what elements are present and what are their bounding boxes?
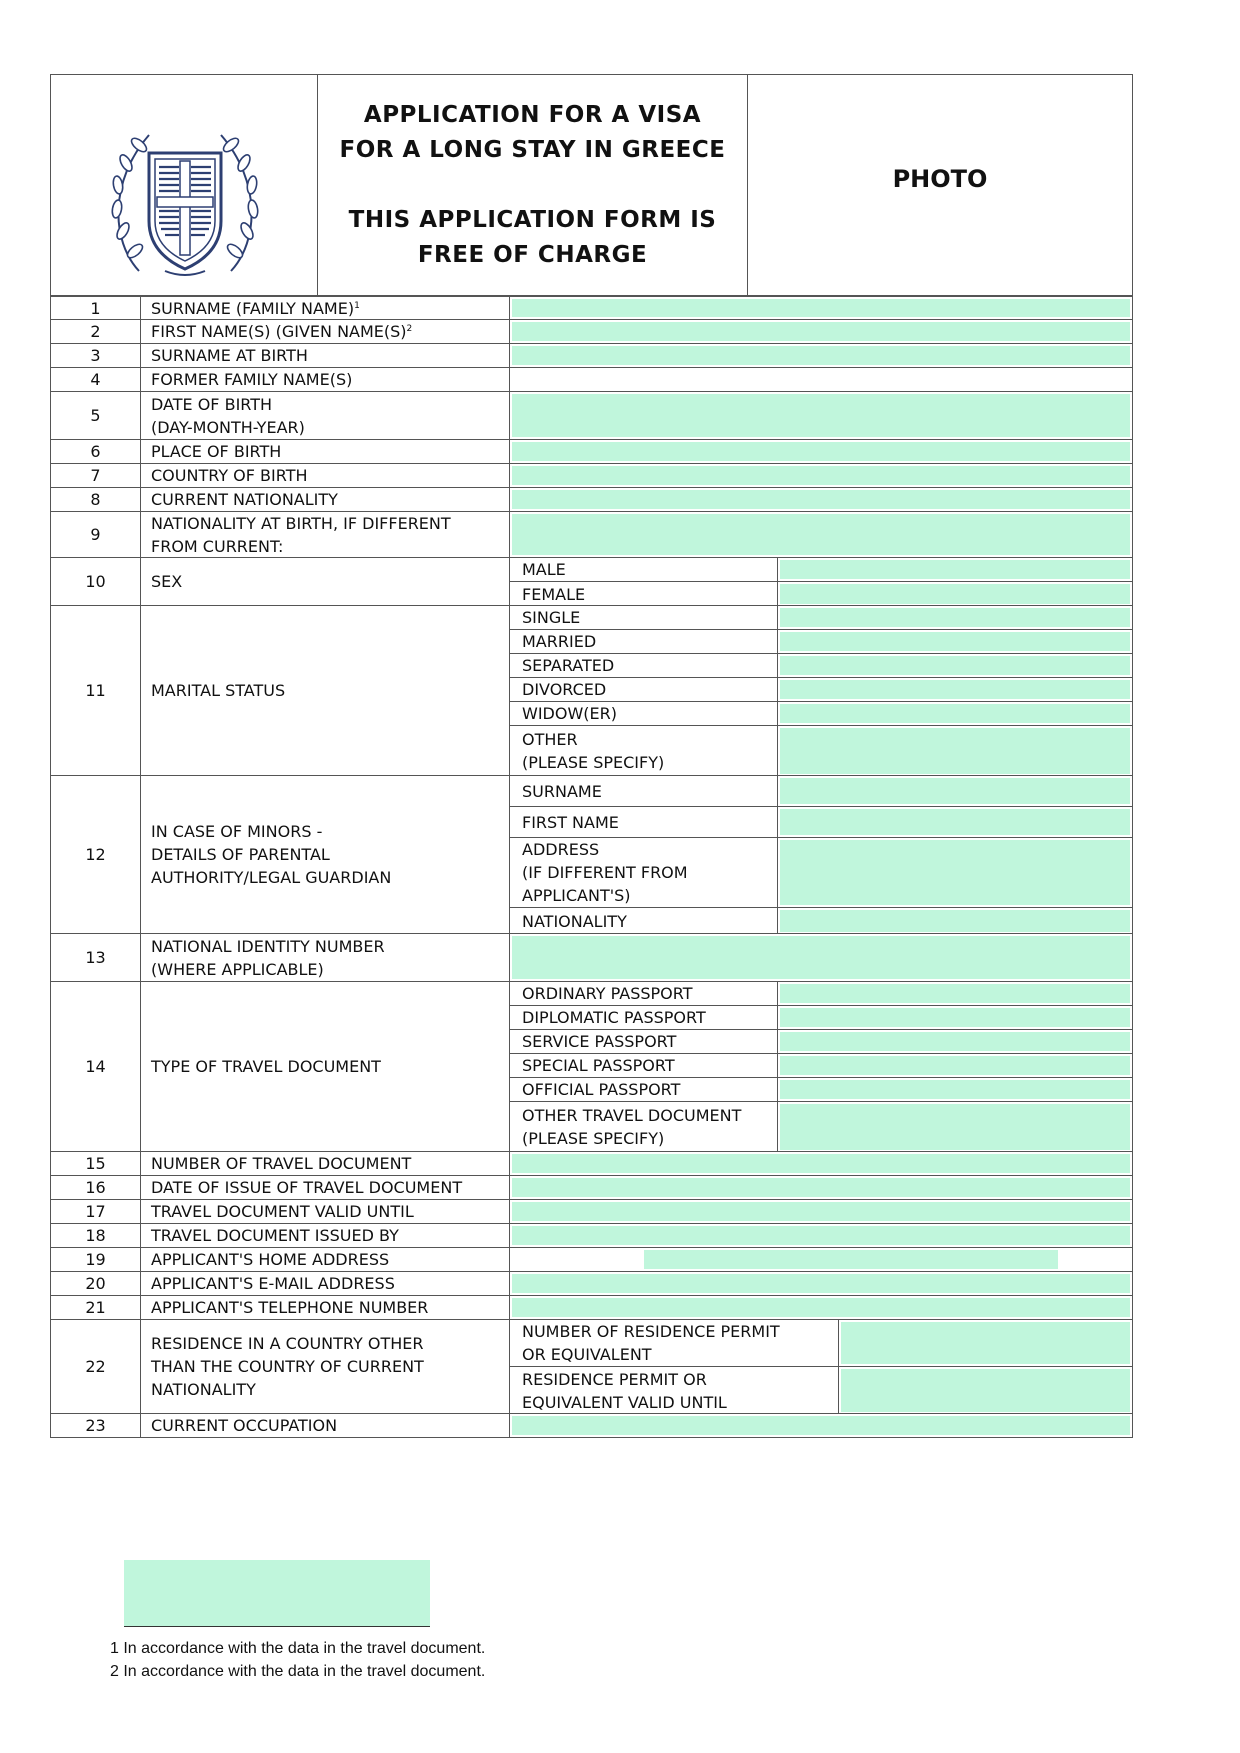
row-number: 14 <box>51 982 141 1151</box>
row-label-text: SURNAME AT BIRTH <box>151 346 308 365</box>
row-label-text: TRAVEL DOCUMENT VALID UNTIL <box>151 1202 414 1221</box>
row-label <box>140 776 510 933</box>
option-field[interactable] <box>780 560 1130 579</box>
row-label <box>140 488 510 511</box>
row-number: 5 <box>51 392 141 439</box>
option-row <box>510 776 1132 807</box>
option-row <box>510 838 1132 908</box>
option-label: OFFICIAL PASSPORT <box>510 1078 778 1101</box>
title-line-4: FREE OF CHARGE <box>417 241 648 268</box>
row-label-text: TRAVEL DOCUMENT ISSUED BY <box>151 1226 399 1245</box>
option-label: OTHER TRAVEL DOCUMENT (PLEASE SPECIFY) <box>510 1102 778 1152</box>
row-number: 22 <box>51 1320 141 1413</box>
option-field[interactable] <box>780 632 1130 651</box>
option-label: SURNAME <box>510 776 778 806</box>
option-row <box>510 1030 1132 1054</box>
row-number: 12 <box>51 776 141 933</box>
home-address-field[interactable] <box>512 1250 1130 1269</box>
row-label-text: NATIONALITY AT BIRTH, IF DIFFERENT FROM CURRENT: <box>151 513 451 556</box>
form-row-6 <box>50 440 1133 464</box>
option-label: MALE <box>510 558 778 581</box>
row-label <box>140 512 510 557</box>
option-field[interactable] <box>780 778 1130 804</box>
photo-box[interactable] <box>748 75 1132 295</box>
input-field[interactable] <box>512 1154 1130 1173</box>
option-label: ADDRESS (IF DIFFERENT FROM APPLICANT'S) <box>510 838 778 907</box>
row-label <box>140 344 510 367</box>
option-label: SEPARATED <box>510 654 778 677</box>
footnote-1: 1 In accordance with the data in the travel document. <box>110 1640 486 1657</box>
option-row <box>510 654 1132 678</box>
option-row <box>510 1320 1132 1367</box>
form-row-10 <box>50 558 1133 606</box>
row-label-text: APPLICANT'S TELEPHONE NUMBER <box>151 1298 429 1317</box>
row-number: 4 <box>51 368 141 391</box>
option-field[interactable] <box>780 1032 1130 1051</box>
form-row-11 <box>50 606 1133 776</box>
option-field[interactable] <box>780 910 1130 932</box>
input-field[interactable] <box>512 1298 1130 1317</box>
row-number: 11 <box>51 606 141 775</box>
row-label <box>140 1176 510 1199</box>
option-row <box>510 1078 1132 1102</box>
option-field[interactable] <box>841 1369 1130 1412</box>
title-line-1: APPLICATION FOR A VISA <box>363 101 702 128</box>
row-label-text: DATE OF BIRTH (DAY-MONTH-YEAR) <box>151 394 305 437</box>
row-label <box>140 1414 510 1437</box>
row-label <box>140 558 510 605</box>
row-number: 7 <box>51 464 141 487</box>
option-field[interactable] <box>780 656 1130 675</box>
option-field[interactable] <box>780 680 1130 699</box>
option-row <box>510 1367 1132 1414</box>
option-field[interactable] <box>780 1056 1130 1075</box>
option-field[interactable] <box>780 1104 1130 1150</box>
form-row-9 <box>50 512 1133 558</box>
row-number: 8 <box>51 488 141 511</box>
option-row <box>510 606 1132 630</box>
form-row-12 <box>50 776 1133 934</box>
option-label: RESIDENCE PERMIT OR EQUIVALENT VALID UNTIL <box>510 1367 839 1414</box>
option-label: SERVICE PASSPORT <box>510 1030 778 1053</box>
option-label: SPECIAL PASSPORT <box>510 1054 778 1077</box>
option-row <box>510 807 1132 838</box>
row-label-text: NATIONAL IDENTITY NUMBER (WHERE APPLICABLE) <box>151 936 385 979</box>
row-label <box>140 464 510 487</box>
row-number: 21 <box>51 1296 141 1319</box>
option-field[interactable] <box>780 1080 1130 1099</box>
row-label <box>140 934 510 981</box>
emblem-cell <box>51 75 318 295</box>
row-label <box>140 1224 510 1247</box>
input-field[interactable] <box>512 299 1130 317</box>
form-row-21 <box>50 1296 1133 1320</box>
option-field[interactable] <box>780 984 1130 1003</box>
option-field[interactable] <box>841 1322 1130 1364</box>
form-row-16 <box>50 1176 1133 1200</box>
form-header <box>50 74 1133 296</box>
row-label-text: TYPE OF TRAVEL DOCUMENT <box>151 1057 381 1076</box>
home-address-input[interactable] <box>644 1250 1058 1269</box>
option-row <box>510 726 1132 776</box>
row-label <box>140 392 510 439</box>
row-label-text: PLACE OF BIRTH <box>151 442 282 461</box>
form-row-20 <box>50 1272 1133 1296</box>
input-field[interactable] <box>512 370 1130 389</box>
footnote-2: 2 In accordance with the data in the travel document. <box>110 1663 486 1680</box>
row-number: 13 <box>51 934 141 981</box>
row-number: 18 <box>51 1224 141 1247</box>
footnote-ref: 2 <box>406 324 413 334</box>
form-row-8 <box>50 488 1133 512</box>
form-row-13 <box>50 934 1133 982</box>
title-line-3: THIS APPLICATION FORM IS <box>348 206 717 233</box>
title-line-2: FOR A LONG STAY IN GREECE <box>339 136 726 163</box>
signature-field[interactable] <box>124 1560 430 1627</box>
option-label: SINGLE <box>510 606 778 629</box>
form-row-4 <box>50 368 1133 392</box>
option-field[interactable] <box>780 840 1130 905</box>
option-field[interactable] <box>780 704 1130 723</box>
option-field[interactable] <box>780 1008 1130 1027</box>
row-number: 23 <box>51 1414 141 1437</box>
row-label <box>140 440 510 463</box>
row-label <box>140 982 510 1151</box>
row-number: 3 <box>51 344 141 367</box>
input-field[interactable] <box>512 1226 1130 1245</box>
input-field[interactable] <box>512 322 1130 341</box>
option-label: MARRIED <box>510 630 778 653</box>
option-row <box>510 582 1132 606</box>
form-row-22 <box>50 1320 1133 1414</box>
input-field[interactable] <box>512 490 1130 509</box>
option-row <box>510 558 1132 582</box>
form-row-5 <box>50 392 1133 440</box>
form-row-7 <box>50 464 1133 488</box>
row-number: 1 <box>51 297 141 319</box>
row-number: 2 <box>51 320 141 343</box>
row-label-text: IN CASE OF MINORS - DETAILS OF PARENTAL AUTHORITY/LEGAL GUARDIAN <box>151 822 392 887</box>
row-label <box>140 320 510 343</box>
form-row-15 <box>50 1152 1133 1176</box>
input-field[interactable] <box>512 466 1130 485</box>
row-number: 19 <box>51 1248 141 1271</box>
option-row <box>510 1054 1132 1078</box>
greek-coat-of-arms-icon <box>109 121 261 281</box>
footnote-ref: 1 <box>354 300 360 311</box>
input-field[interactable] <box>512 1416 1130 1435</box>
input-field[interactable] <box>512 442 1130 461</box>
input-field[interactable] <box>512 394 1130 437</box>
row-label-text: DATE OF ISSUE OF TRAVEL DOCUMENT <box>151 1178 463 1197</box>
row-label-text: APPLICANT'S HOME ADDRESS <box>151 1250 390 1269</box>
row-label-text: NUMBER OF TRAVEL DOCUMENT <box>151 1154 412 1173</box>
row-label <box>140 368 510 391</box>
option-label: NUMBER OF RESIDENCE PERMIT OR EQUIVALENT <box>510 1320 839 1366</box>
option-field[interactable] <box>780 584 1130 604</box>
row-label <box>140 606 510 775</box>
row-label <box>140 1296 510 1319</box>
row-number: 17 <box>51 1200 141 1223</box>
row-label <box>140 297 510 319</box>
option-field[interactable] <box>780 809 1130 835</box>
row-label <box>140 1272 510 1295</box>
form-row-19 <box>50 1248 1133 1272</box>
option-label: FIRST NAME <box>510 807 778 837</box>
row-label-text: FORMER FAMILY NAME(S) <box>151 370 353 389</box>
option-row <box>510 908 1132 934</box>
form-row-3 <box>50 344 1133 368</box>
input-field[interactable] <box>512 346 1130 365</box>
form-row-14 <box>50 982 1133 1152</box>
row-number: 20 <box>51 1272 141 1295</box>
option-field[interactable] <box>780 728 1130 774</box>
row-number: 10 <box>51 558 141 605</box>
form-row-17 <box>50 1200 1133 1224</box>
row-label-text: FIRST NAME(S) (GIVEN NAME(S) <box>151 322 407 341</box>
row-label-text: APPLICANT'S E-MAIL ADDRESS <box>151 1274 395 1293</box>
option-row <box>510 630 1132 654</box>
row-label <box>140 1200 510 1223</box>
option-label: DIVORCED <box>510 678 778 701</box>
form-row-2 <box>50 320 1133 344</box>
option-row <box>510 982 1132 1006</box>
row-label-text: COUNTRY OF BIRTH <box>151 466 308 485</box>
row-label-text: MARITAL STATUS <box>151 681 286 700</box>
input-field[interactable] <box>512 1274 1130 1293</box>
input-field[interactable] <box>512 1178 1130 1197</box>
option-row <box>510 678 1132 702</box>
option-label: FEMALE <box>510 582 778 606</box>
row-label-text: SEX <box>151 572 183 591</box>
option-label: DIPLOMATIC PASSPORT <box>510 1006 778 1029</box>
row-label <box>140 1320 510 1413</box>
option-label: OTHER (PLEASE SPECIFY) <box>510 726 778 776</box>
row-number: 16 <box>51 1176 141 1199</box>
option-label: WIDOW(ER) <box>510 702 778 725</box>
row-label <box>140 1248 510 1271</box>
row-number: 6 <box>51 440 141 463</box>
form-row-1 <box>50 296 1133 320</box>
input-field[interactable] <box>512 514 1130 555</box>
option-label: NATIONALITY <box>510 908 778 934</box>
option-row <box>510 1102 1132 1152</box>
form-row-23 <box>50 1414 1133 1438</box>
row-number: 9 <box>51 512 141 557</box>
row-label <box>140 1152 510 1175</box>
row-label-text: CURRENT OCCUPATION <box>151 1416 338 1435</box>
photo-label: PHOTO <box>892 165 988 193</box>
option-label: ORDINARY PASSPORT <box>510 982 778 1005</box>
option-field[interactable] <box>780 608 1130 627</box>
form-title <box>318 75 748 295</box>
option-row <box>510 1006 1132 1030</box>
option-row <box>510 702 1132 726</box>
row-label-text: RESIDENCE IN A COUNTRY OTHER THAN THE COUNTRY OF CURRENT NATIONALITY <box>151 1334 424 1399</box>
input-field[interactable] <box>512 1202 1130 1221</box>
row-label-text: CURRENT NATIONALITY <box>151 490 338 509</box>
input-field[interactable] <box>512 936 1130 979</box>
row-label-text: SURNAME (FAMILY NAME) <box>151 298 355 318</box>
row-number: 15 <box>51 1152 141 1175</box>
form-row-18 <box>50 1224 1133 1248</box>
